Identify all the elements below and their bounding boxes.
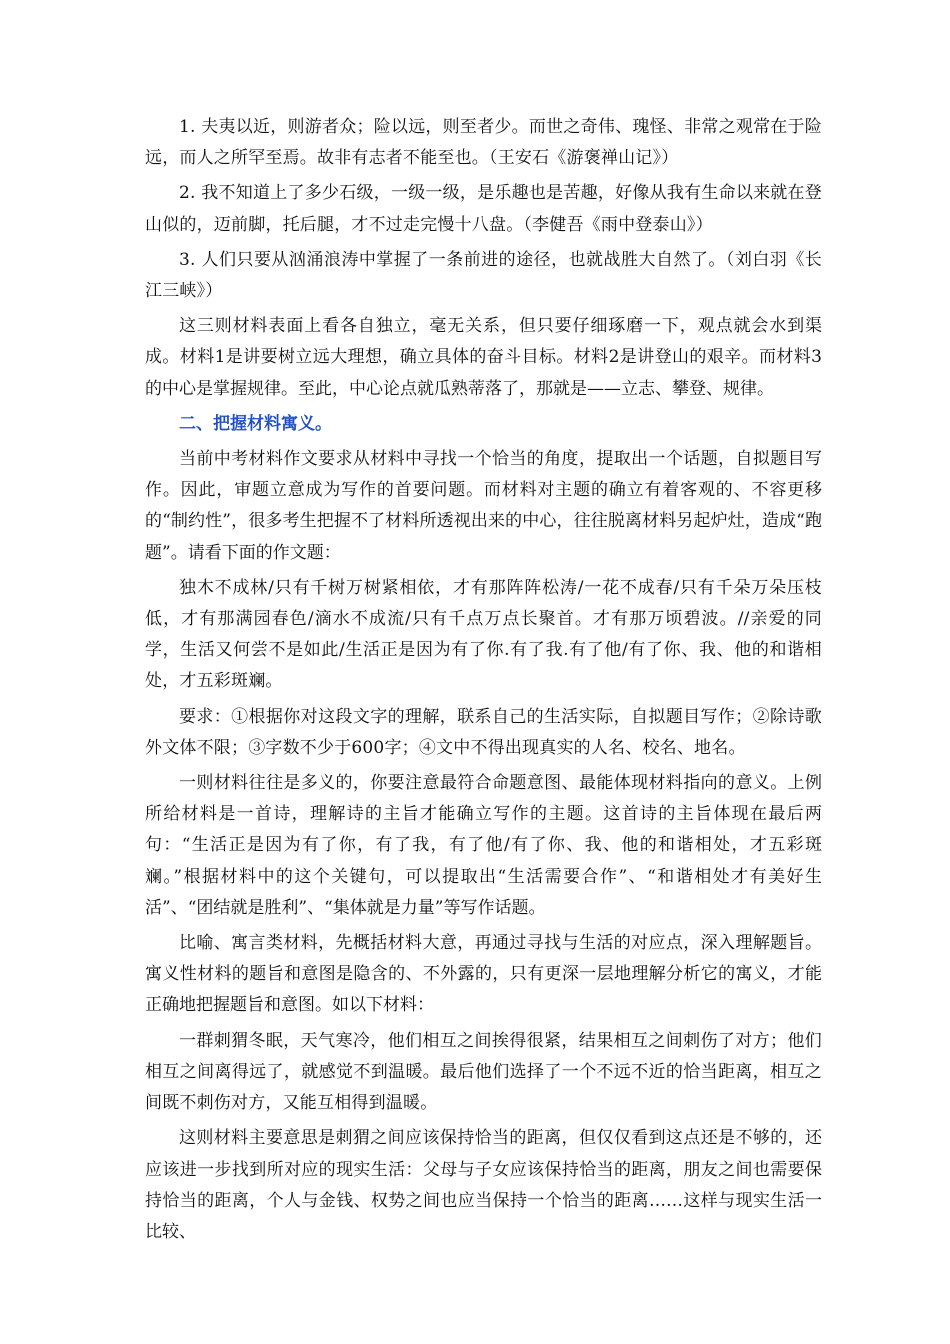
exam-intro-paragraph: 当前中考材料作文要求从材料中寻找一个恰当的角度，提取出一个话题，自拟题目写作。因此，审题立意成为写作的首要问题。而材料对主题的确立有着客观的、不容更移的“制约性”，很多考生把握不了材料所透视出来的中心，往往脱离材料另起炉灶，造成“跑题”。请看下面的作文题： — [145, 449, 822, 563]
fable-guidance-paragraph: 比喻、寓言类材料，先概括材料大意，再通过寻找与生活的对应点，深入理解题旨。寓义性材料的题旨和意图是隐含的、不外露的，只有更深一层地理解分析它的寓义，才能正确地把握题旨和意图。如以下材料： — [145, 933, 822, 1016]
material-2-paragraph: 2. 我不知道上了多少石级，一级一级，是乐趣也是苦趣，好像从我有生命以来就在登山似的，迈前脚，托后腿，才不过走完慢十八盘。（李健吾《雨中登泰山》） — [145, 183, 822, 235]
poem-material-paragraph: 独木不成林/只有千树万树紧相依，才有那阵阵松涛/一花不成春/只有千朵万朵压枝低，才有那满园春色/滴水不成流/只有千点万点长聚首。才有那万顷碧波。//亲爱的同学，生活又何尝不是如此/生活正是因为有了你.有了我.有了他/有了你、我、他的和谐相处，才五彩斑斓。 — [145, 577, 822, 692]
interpretation-paragraph: 一则材料往往是多义的，你要注意最符合命题意图、最能体现材料指向的意义。上例所给材料是一首诗，理解诗的主旨才能确立写作的主题。这首诗的主旨体现在最后两句：“生活正是因为有了你，有了我，有了他/有了你、我、他的和谐相处，才五彩斑斓。”根据材料中的这个关键句，可以提取出“生活需要合作”、“和谐相处才有美好生活”、“团结就是胜利”、“集体就是力量”等写作话题。 — [145, 773, 822, 918]
document-body — [145, 112, 822, 1252]
requirements-paragraph: 要求：①根据你对这段文字的理解，联系自己的生活实际，自拟题目写作；②除诗歌外文体不限；③字数不少于600字；④文中不得出现真实的人名、校名、地名。 — [145, 706, 822, 758]
analysis-paragraph: 这三则材料表面上看各自独立，毫无关系，但只要仔细琢磨一下，观点就会水到渠成。材料1是讲要树立远大理想，确立具体的奋斗目标。材料2是讲登山的艰辛。而材料3的中心是掌握规律。至此，中心论点就瓜熟蒂落了，那就是——立志、攀登、规律。 — [145, 316, 822, 399]
material-1-paragraph: 1. 夫夷以近，则游者众；险以远，则至者少。而世之奇伟、瑰怪、非常之观常在于险远，而人之所罕至焉。故非有志者不能至也。（王安石《游褒禅山记》） — [145, 117, 822, 169]
hedgehog-material-paragraph: 一群刺猬冬眠，天气寒冷，他们相互之间挨得很紧，结果相互之间刺伤了对方；他们相互之间离得远了，就感觉不到温暖。最后他们选择了一个不远不近的恰当距离，相互之间既不刺伤对方，又能互相得到温暖。 — [145, 1030, 822, 1114]
material-3-paragraph: 3. 人们只要从汹涌浪涛中掌握了一条前进的途径，也就战胜大自然了。（刘白羽《长江三峡》） — [145, 249, 822, 302]
section-heading: 二、把握材料寓义。 — [179, 413, 332, 434]
conclusion-paragraph: 这则材料主要意思是刺猬之间应该保持恰当的距离，但仅仅看到这点还是不够的，还应该进一步找到所对应的现实生活：父母与子女应该保持恰当的距离，朋友之间也需要保持恰当的距离，个人与金钱、权势之间也应当保持一个恰当的距离……这样与现实生活一比较、 — [145, 1128, 822, 1242]
